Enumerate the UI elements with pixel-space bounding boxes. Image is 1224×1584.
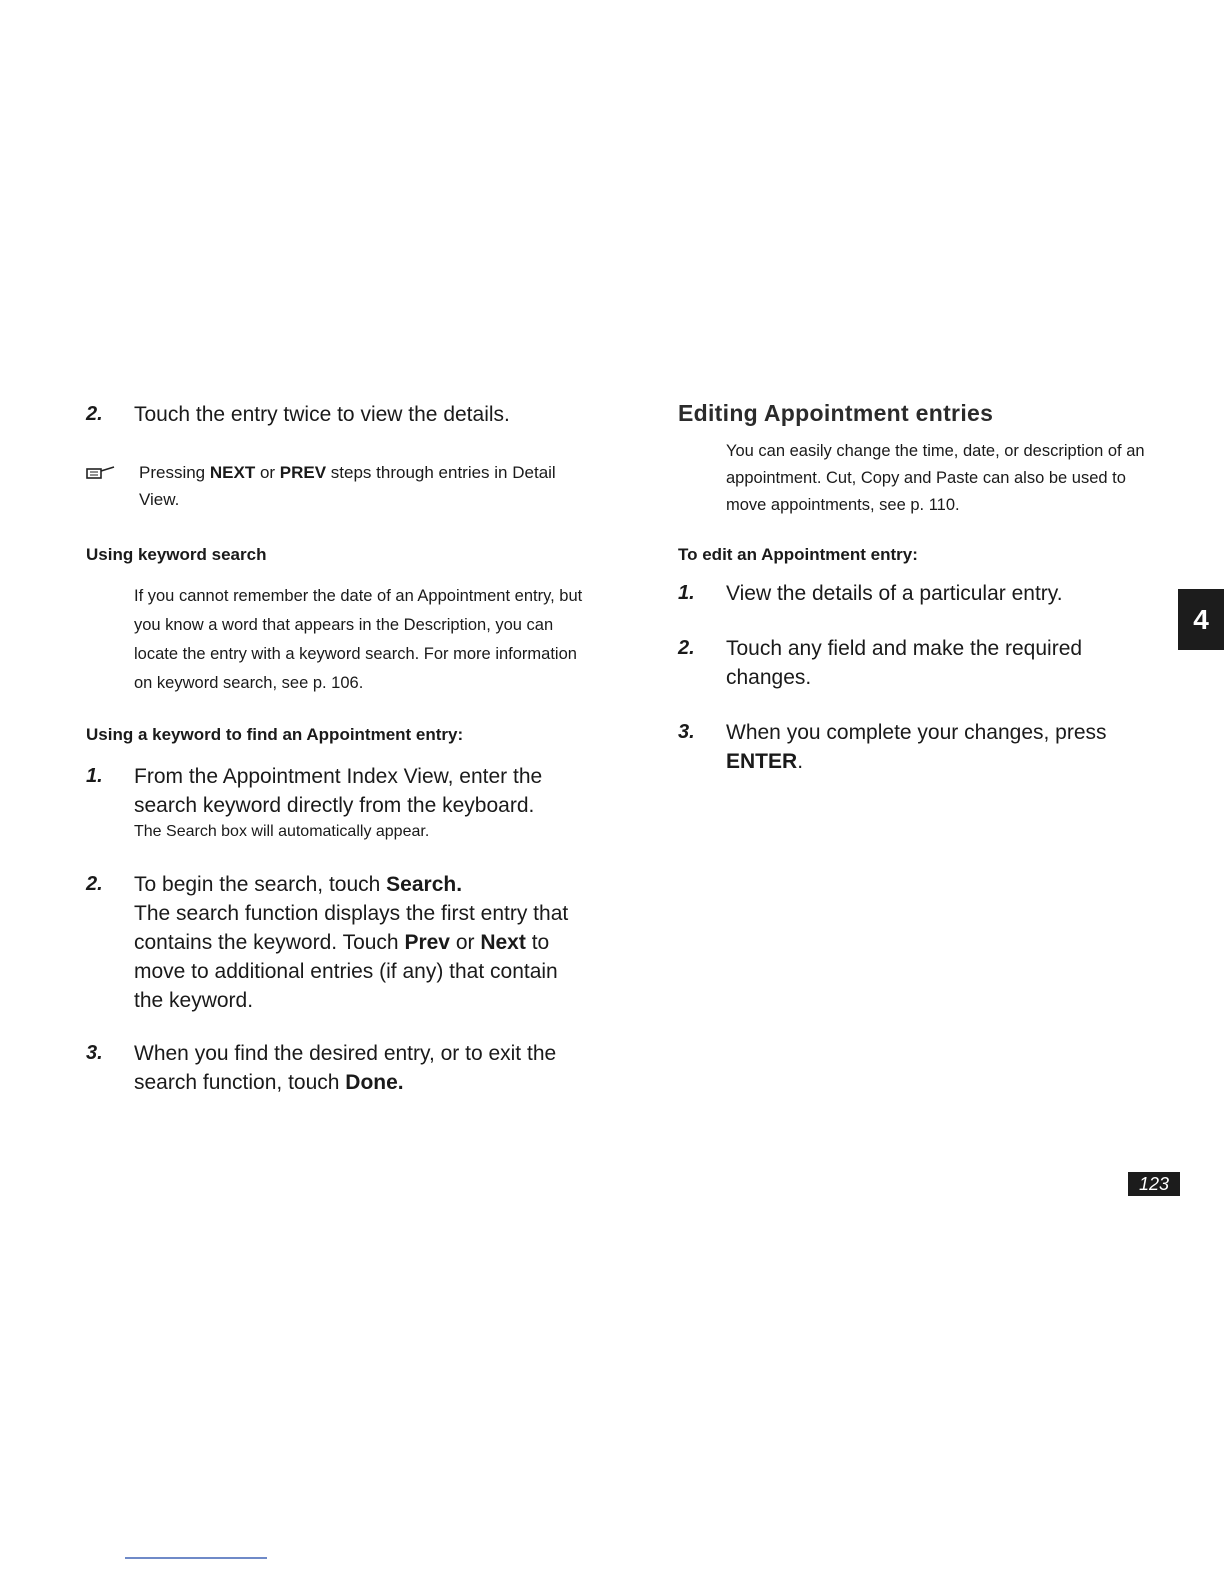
done-label: Done. [345, 1071, 404, 1094]
right-column [678, 396, 1158, 776]
step-text: View the details of a particular entry. [726, 582, 1063, 605]
step-touch-entry [86, 400, 586, 429]
find-step-1 [86, 762, 586, 844]
page-number: 123 [1128, 1172, 1180, 1196]
editing-intro-paragraph: You can easily change the time, date, or description of an appointment. Cut, Copy and Paste can also be used to move appointments, see p. 110. [726, 442, 1145, 514]
pointing-hand-icon [86, 462, 116, 480]
step-text: Touch any field and make the required changes. [726, 637, 1083, 689]
step-text-1: When you find the desired entry, or to exit the search function, touch [134, 1042, 557, 1094]
step-subtext: The Search box will automatically appear. [134, 823, 430, 840]
step-text-2: . [797, 750, 804, 773]
edit-entry-heading: To edit an Appointment entry: [678, 545, 918, 564]
step-text: Touch the entry twice to view the details. [134, 403, 510, 426]
chapter-tab: 4 [1178, 589, 1224, 650]
note-text-post: steps through entries in Detail View. [139, 463, 556, 509]
edit-step-2 [678, 634, 1158, 692]
note-prev-key: PREV [279, 463, 327, 482]
step-text-3: or [449, 931, 481, 954]
enter-key-label: ENTER [726, 750, 798, 773]
note-text-mid: or [255, 463, 280, 482]
step-text-1: To begin the search, touch [134, 873, 387, 896]
step-number: 1. [86, 765, 103, 787]
step-number: 2. [86, 873, 103, 895]
step-number: 1. [678, 582, 695, 604]
find-entry-heading: Using a keyword to find an Appointment entry: [86, 725, 464, 744]
find-step-3 [86, 1039, 586, 1097]
step-text-1: When you complete your changes, press [726, 721, 1107, 744]
step-number: 3. [678, 721, 695, 743]
step-number: 3. [86, 1042, 103, 1064]
next-label: Next [480, 931, 526, 954]
step-number: 2. [678, 637, 695, 659]
detail-view-note [86, 459, 586, 513]
step-text-4: to move to additional entries (if any) that contain the keyword. [134, 931, 558, 1012]
search-label: Search. [386, 873, 463, 896]
section-title: Editing Appointment entries [678, 400, 994, 426]
step-text-2: The search function displays the first entry that contains the keyword. Touch [134, 902, 569, 954]
step-text: From the Appointment Index View, enter the search keyword directly from the keyboard. [134, 765, 543, 817]
keyword-search-heading: Using keyword search [86, 545, 267, 564]
prev-label: Prev [404, 931, 450, 954]
keyword-search-paragraph: If you cannot remember the date of an Appointment entry, but you know a word that appears in the Description, you can locate the entry with a keyword search. For more information on keyword search, see p. 106. [134, 587, 583, 692]
note-text-pre: Pressing [139, 463, 210, 482]
note-next-key: NEXT [209, 463, 256, 482]
find-step-2 [86, 870, 586, 1015]
left-column [86, 400, 586, 1097]
edit-step-3 [678, 718, 1158, 776]
edit-step-1 [678, 579, 1158, 608]
footer-rule [125, 1557, 267, 1559]
step-number: 2. [86, 403, 103, 425]
